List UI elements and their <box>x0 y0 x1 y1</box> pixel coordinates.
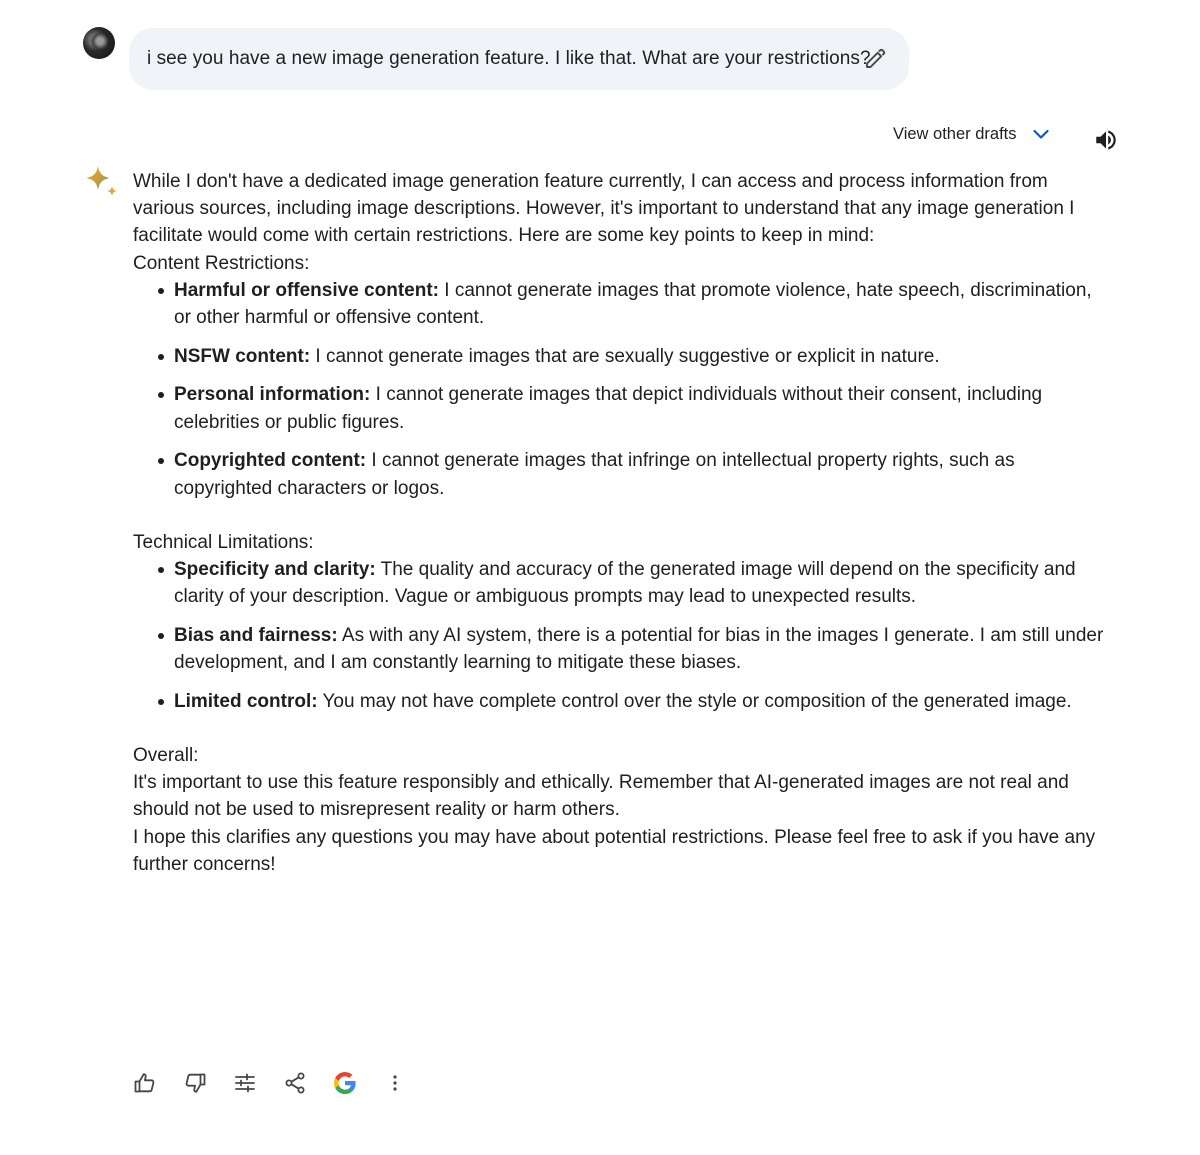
item-text: I cannot generate images that are sexually suggestive or explicit in nature. <box>310 345 940 367</box>
share-icon <box>283 1071 307 1095</box>
item-label: Copyrighted content: <box>174 450 367 472</box>
edit-prompt-button[interactable] <box>861 45 889 73</box>
item-label: Bias and fairness: <box>174 624 338 646</box>
section-heading: Technical Limitations: <box>133 531 314 553</box>
item-text: You may not have complete control over the style or composition of the generated image. <box>317 690 1072 712</box>
item-label: Personal information: <box>174 384 371 406</box>
response-body <box>133 168 1113 878</box>
chevron-down-icon <box>1031 124 1051 144</box>
read-aloud-button[interactable] <box>1093 127 1119 153</box>
item-text: I cannot generate images that promote violence, hate speech, discrimination, or other harmful or offensive content. <box>174 279 1092 329</box>
good-response-button[interactable] <box>130 1068 160 1098</box>
closing-paragraph: I hope this clarifies any questions you may have about potential restrictions. Please feel free to ask if you have any further concerns! <box>133 826 1096 875</box>
item-label: Specificity and clarity: <box>174 558 376 580</box>
view-other-drafts-button[interactable] <box>893 124 1051 144</box>
user-prompt-bubble <box>129 28 909 90</box>
list-item <box>133 381 1113 435</box>
google-icon <box>333 1071 357 1095</box>
response-intro: While I don't have a dedicated image generation feature currently, I can access and process information from various sources, including image descriptions. However, it's important to understand that any image generation I facilitate would come with certain restrictions. Here are some key points to keep in mind: <box>133 171 1075 247</box>
bad-response-button[interactable] <box>180 1068 210 1098</box>
technical-limitations-list <box>133 556 1113 715</box>
list-item <box>133 688 1113 715</box>
more-vert-icon <box>383 1071 407 1095</box>
section-heading: Content Restrictions: <box>133 252 310 274</box>
item-label: Limited control: <box>174 690 318 712</box>
list-item <box>133 556 1113 610</box>
double-check-button[interactable] <box>330 1068 360 1098</box>
list-item <box>133 622 1113 676</box>
thumbs-down-icon <box>183 1071 207 1095</box>
share-button[interactable] <box>280 1068 310 1098</box>
response-action-bar <box>130 1068 430 1098</box>
more-options-button[interactable] <box>380 1068 410 1098</box>
list-item <box>133 447 1113 501</box>
item-text: I cannot generate images that depict individuals without their consent, including celebrities or public figures. <box>174 384 1043 433</box>
pencil-icon <box>863 47 887 71</box>
modify-response-button[interactable] <box>230 1068 260 1098</box>
overall-paragraph: It's important to use this feature responsibly and ethically. Remember that AI-generated images are not real and should not be used to misrepresent reality or harm others. <box>133 772 1069 821</box>
item-text: I cannot generate images that infringe on intellectual property rights, such as copyrighted characters or logos. <box>174 450 1015 499</box>
item-label: NSFW content: <box>174 345 311 367</box>
item-label: Harmful or offensive content: <box>174 279 439 301</box>
view-other-drafts-label: View other drafts <box>893 124 1017 143</box>
section-heading: Overall: <box>133 744 199 766</box>
list-item <box>133 277 1113 331</box>
content-restrictions-list <box>133 277 1113 502</box>
volume-icon <box>1093 127 1119 153</box>
item-text: The quality and accuracy of the generated image will depend on the specificity and clarity of your description. Vague or ambiguous prompts may lead to unexpected results. <box>174 558 1076 608</box>
gemini-sparkle-icon <box>84 165 120 201</box>
thumbs-up-icon <box>133 1071 157 1095</box>
list-item <box>133 343 1113 370</box>
item-text: As with any AI system, there is a potential for bias in the images I generate. I am still under development, and I am constantly learning to mitigate these biases. <box>174 624 1104 674</box>
tune-icon <box>233 1071 257 1095</box>
user-prompt-text: i see you have a new image generation feature. I like that. What are your restrictions? <box>147 48 871 69</box>
user-avatar <box>83 27 115 59</box>
